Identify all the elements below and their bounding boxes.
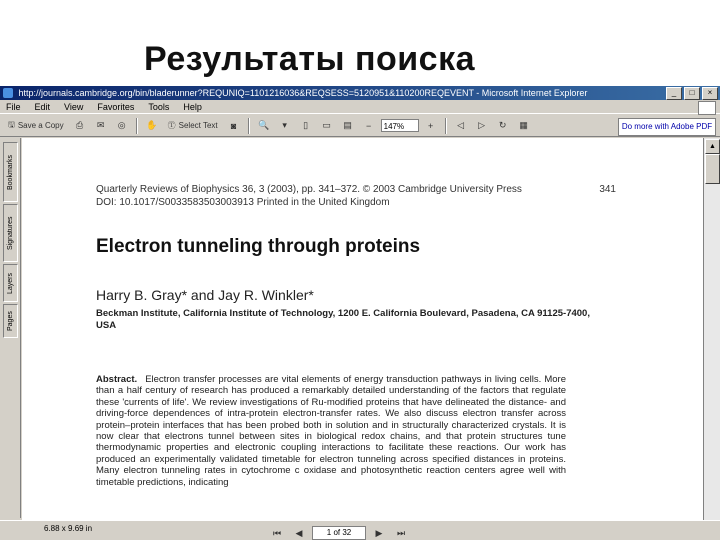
first-page-icon: ⏮ bbox=[272, 527, 282, 538]
article-title: Electron tunneling through proteins bbox=[96, 236, 421, 257]
camera-icon: ◙ bbox=[230, 120, 237, 131]
next-view-button[interactable] bbox=[473, 117, 491, 135]
arrow-left-icon: ◁ bbox=[457, 120, 465, 130]
print-button[interactable] bbox=[71, 117, 89, 135]
status-bar bbox=[0, 520, 720, 540]
rotate-button[interactable] bbox=[494, 117, 512, 135]
hand-tool-button[interactable] bbox=[143, 117, 161, 135]
page-icon: ▯ bbox=[303, 120, 309, 130]
close-button[interactable]: × bbox=[702, 87, 718, 100]
menu-favorites[interactable]: Favorites bbox=[97, 102, 135, 112]
fit-page-icon: ▭ bbox=[322, 120, 331, 130]
menu-bar bbox=[0, 100, 720, 114]
zoom-dropdown-button[interactable] bbox=[276, 117, 294, 135]
toolbar-separator bbox=[136, 118, 138, 134]
previous-view-button[interactable] bbox=[452, 117, 470, 135]
last-page-button[interactable] bbox=[392, 524, 410, 540]
first-page-button[interactable] bbox=[268, 524, 286, 540]
chevron-down-icon: ▾ bbox=[282, 120, 287, 130]
save-copy-button[interactable] bbox=[4, 117, 68, 135]
fit-page-button[interactable] bbox=[318, 117, 336, 135]
pdf-document-view[interactable] bbox=[22, 138, 704, 520]
arrow-left-icon: ◀ bbox=[295, 527, 303, 538]
magnifier-icon: 🔍 bbox=[258, 120, 270, 130]
fit-width-icon: ▤ bbox=[343, 120, 352, 130]
zoom-out-button[interactable] bbox=[360, 117, 378, 135]
menu-view[interactable]: View bbox=[64, 102, 84, 112]
author-affiliation: Beckman Institute, California Institute of Technology, 1200 E. California Boulevard, Pasadena, CA 91125-7400, USA bbox=[96, 308, 590, 331]
zoom-level-field[interactable]: 147% bbox=[381, 119, 419, 132]
tab-bookmarks[interactable]: Bookmarks bbox=[3, 142, 18, 202]
windows-logo-icon bbox=[698, 101, 716, 115]
arrow-right-icon: ▶ bbox=[375, 527, 383, 538]
fit-width-button[interactable] bbox=[339, 117, 357, 135]
menu-file[interactable]: File bbox=[6, 102, 21, 112]
hand-icon: ✋ bbox=[146, 120, 158, 130]
page-navigation bbox=[268, 524, 410, 540]
abstract-text: Electron transfer processes are vital elements of energy transduction pathways in living cells. More than a half century of research has produced a remarkably detailed understanding of the factors that regulate these 'currents of life'. We review investigations of Ru-modified proteins that have delineated the distance- and driving-force dependences of intra-protein electron-transfer rates. We also discuss electron transfer across protein–protein interfaces that has been probed both in solution and in structurally characterized crystals. It is now clear that electrons tunnel between sites in biological redox chains, and that protein structures tune thermodynamic properties and electronic coupling interactions to facilitate these reactions. Our work has produced an experimentally validated timetable for electron tunneling across specified distances in proteins. Many electron tunneling rates in cytochrome c oxidase and photosynthetic reaction centers agree well with timetable predictions, indicating bbox=[96, 374, 566, 488]
navigation-panel bbox=[0, 138, 21, 518]
abstract-label: Abstract. bbox=[96, 374, 138, 385]
zoom-in-button[interactable] bbox=[422, 117, 440, 135]
zoom-tool-button[interactable] bbox=[255, 117, 273, 135]
search-button[interactable] bbox=[113, 117, 131, 135]
tab-signatures[interactable]: Signatures bbox=[3, 204, 18, 262]
page-number-field[interactable]: 1 of 32 bbox=[312, 526, 366, 540]
slide-title: Результаты поиска bbox=[144, 40, 476, 78]
window-controls bbox=[666, 87, 718, 100]
scroll-thumb[interactable] bbox=[705, 154, 720, 184]
minus-icon: − bbox=[365, 120, 372, 131]
actual-size-button[interactable] bbox=[297, 117, 315, 135]
window-title: http://journals.cambridge.org/bin/bladerunner?REQUNIQ=1101216036&REQSESS=5120951&110200REQEVENT - Microsoft Internet Explorer bbox=[18, 88, 588, 98]
scroll-up-button[interactable] bbox=[705, 139, 720, 154]
page-number: 341 bbox=[599, 184, 616, 195]
printer-icon: ⎙ bbox=[76, 120, 84, 130]
abstract bbox=[96, 374, 566, 488]
page-size-indicator: 6.88 x 9.69 in bbox=[44, 524, 93, 533]
toolbar-separator bbox=[248, 118, 250, 134]
binoculars-icon: ◎ bbox=[117, 120, 126, 130]
article-authors: Harry B. Gray* and Jay R. Winkler* bbox=[96, 287, 314, 303]
layout-button[interactable] bbox=[515, 117, 533, 135]
text-cursor-icon: Ⓣ bbox=[167, 121, 176, 130]
layout-icon: ▦ bbox=[519, 120, 528, 130]
vertical-scrollbar[interactable] bbox=[703, 138, 720, 520]
tab-layers[interactable]: Layers bbox=[3, 264, 18, 302]
menu-tools[interactable]: Tools bbox=[148, 102, 170, 112]
plus-icon: + bbox=[427, 120, 434, 131]
select-text-button[interactable] bbox=[164, 117, 222, 135]
arrow-up-icon: ▲ bbox=[709, 143, 716, 150]
select-text-label: Select Text bbox=[178, 121, 218, 130]
disk-icon: 🖫 bbox=[8, 119, 15, 129]
adobe-pdf-button[interactable]: Do more with Adobe PDF bbox=[618, 118, 716, 136]
toolbar-separator bbox=[445, 118, 447, 134]
ie-icon bbox=[3, 88, 13, 98]
menu-edit[interactable]: Edit bbox=[34, 102, 51, 112]
doi-line: DOI: 10.1017/S0033583503003913 Printed in the United Kingdom bbox=[96, 197, 390, 208]
browser-window bbox=[0, 86, 720, 540]
pdf-toolbar bbox=[0, 115, 720, 137]
next-page-button[interactable] bbox=[370, 524, 388, 540]
menu-help[interactable]: Help bbox=[183, 102, 202, 112]
rotate-icon: ↻ bbox=[498, 120, 507, 130]
citation-line: Quarterly Reviews of Biophysics 36, 3 (2003), pp. 341–372. © 2003 Cambridge University Press bbox=[96, 184, 522, 195]
minimize-button[interactable]: _ bbox=[666, 87, 682, 100]
last-page-icon: ⏭ bbox=[396, 527, 406, 538]
window-titlebar bbox=[0, 86, 720, 100]
previous-page-button[interactable] bbox=[290, 524, 308, 540]
save-copy-label: Save a Copy bbox=[17, 121, 64, 130]
snapshot-button[interactable] bbox=[225, 117, 243, 135]
arrow-right-icon: ▷ bbox=[478, 120, 486, 130]
email-button[interactable] bbox=[92, 117, 110, 135]
maximize-button[interactable]: □ bbox=[684, 87, 700, 100]
envelope-icon: ✉ bbox=[96, 120, 105, 130]
tab-pages[interactable]: Pages bbox=[3, 304, 18, 338]
journal-header bbox=[96, 183, 616, 209]
